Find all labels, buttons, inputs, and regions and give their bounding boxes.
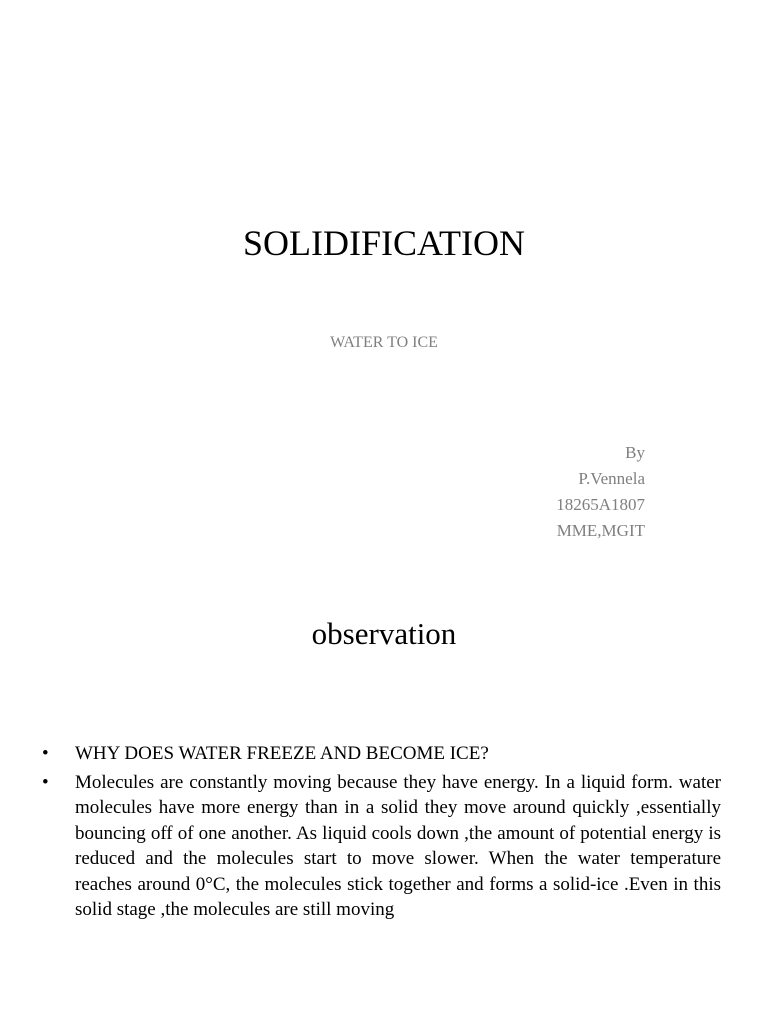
list-item [42,770,721,923]
author-by: By [625,443,645,462]
bullet-icon: • [42,771,49,793]
list-item [42,741,721,767]
bullet-text: WHY DOES WATER FREEZE AND BECOME ICE? [75,743,489,764]
author-roll-number: 18265A1807 [556,495,645,514]
author-department: MME,MGIT [556,521,645,540]
author-name: P.Vennela [578,469,645,488]
slide-title: SOLIDIFICATION [243,223,525,263]
section-heading: observation [311,616,457,651]
bullet-text: Molecules are constantly moving because they have energy. In a liquid form. water molecules have more energy than in a solid they move around quickly ,essentially bouncing off of one another. As liquid cools down ,the amount of potential energy is reduced and the molecules start to move slower. When the water temperature reaches around 0°C, the molecules stick together and forms a solid-ice .Even in this solid stage ,the molecules are still moving [75,771,721,920]
bullet-list [42,741,721,926]
bullet-icon: • [42,743,49,764]
author-block [556,440,645,544]
slide-subtitle: WATER TO ICE [330,334,438,351]
